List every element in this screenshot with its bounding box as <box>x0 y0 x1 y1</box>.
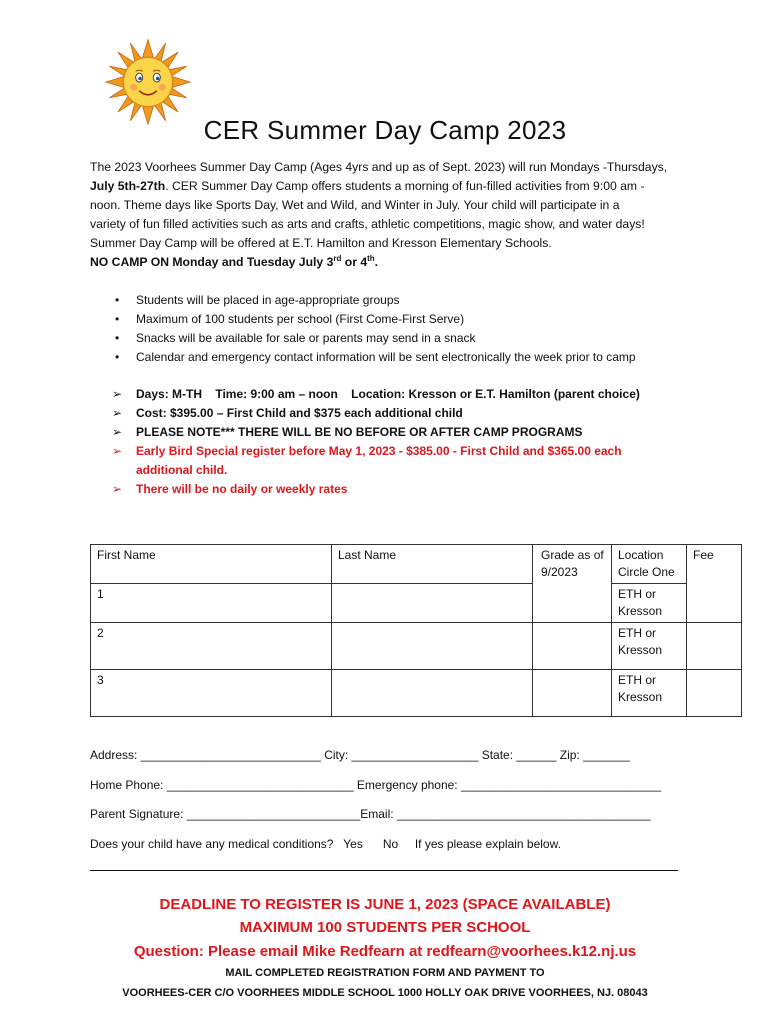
fee-cell[interactable] <box>687 670 742 717</box>
table-row <box>91 623 742 670</box>
intro-paragraph <box>90 158 690 272</box>
last-name-cell[interactable] <box>332 670 533 717</box>
registration-table <box>90 544 742 717</box>
list-item: • Students will be placed in age-appropriate groups <box>112 291 712 310</box>
location-cell[interactable]: ETH or Kresson <box>612 584 687 623</box>
table-header-row <box>91 545 742 584</box>
grade-cell[interactable] <box>533 623 612 670</box>
header-fee: Fee <box>687 545 742 623</box>
page-title: CER Summer Day Camp 2023 <box>203 115 567 145</box>
header-grade: Grade as of 9/2023 <box>533 545 612 623</box>
early-bird-item: ➢ Early Bird Special register before May 1, 2023 - $385.00 - First Child and $365.00 each additional child. <box>112 442 636 480</box>
intro-line: July 5th-27th. CER Summer Day Camp offers students a morning of fun-filled activities from 9:00 am - <box>90 179 645 193</box>
row-number: 2 <box>91 623 332 670</box>
location-cell[interactable]: ETH or Kresson <box>612 623 687 670</box>
row-number: 3 <box>91 670 332 717</box>
header-first-name: First Name <box>91 545 332 584</box>
list-item: • Snacks will be available for sale or parents may send in a snack <box>112 329 712 348</box>
list-item: ➢ PLEASE NOTE*** THERE WILL BE NO BEFORE OR AFTER CAMP PROGRAMS <box>112 423 672 442</box>
list-item: ➢ Cost: $395.00 – First Child and $375 each additional child <box>112 404 672 423</box>
header-location: Location Circle One <box>612 545 687 584</box>
mailing-address: VOORHEES-CER C/O VOORHEES MIDDLE SCHOOL 1000 HOLLY OAK DRIVE VOORHEES, NJ. 08043 <box>122 987 648 999</box>
question-contact: Question: Please email Mike Redfearn at redfearn@voorhees.k12.nj.us <box>133 943 637 960</box>
list-item: ➢ Days: M-TH Time: 9:00 am – noon Location: Kresson or E.T. Hamilton (parent choice) <box>112 385 672 404</box>
table-row <box>91 584 742 623</box>
medical-question: Does your child have any medical conditions? Yes No If yes please explain below. <box>90 837 561 851</box>
table-row <box>91 670 742 717</box>
grade-cell[interactable] <box>533 670 612 717</box>
mail-instruction: MAIL COMPLETED REGISTRATION FORM AND PAYMENT TO <box>225 967 545 979</box>
address-line[interactable]: Address: ___________________________ City: ___________________ State: ______ Zip: _______ <box>90 748 630 762</box>
no-daily-rates-item: ➢ There will be no daily or weekly rates <box>112 480 672 499</box>
list-item: • Maximum of 100 students per school (First Come-First Serve) <box>112 310 712 329</box>
smiling-sun-icon <box>104 38 192 126</box>
intro-line: variety of fun filled activities such as arts and crafts, athletic competitions, magic show, and water days! <box>90 217 645 231</box>
explanation-line[interactable] <box>90 870 678 871</box>
details-arrow-list <box>112 385 672 499</box>
maximum-notice: MAXIMUM 100 STUDENTS PER SCHOOL <box>239 919 531 936</box>
phone-line[interactable]: Home Phone: ____________________________ Emergency phone: ______________________________ <box>90 778 662 792</box>
no-camp-notice: NO CAMP ON Monday and Tuesday July 3rd or 4th. <box>90 253 379 269</box>
fee-cell[interactable] <box>687 623 742 670</box>
last-name-cell[interactable] <box>332 584 533 623</box>
intro-line: noon. Theme days like Sports Day, Wet and Wild, and Winter in July. Your child will participate in a <box>90 198 620 212</box>
header-last-name: Last Name <box>332 545 533 584</box>
location-cell[interactable]: ETH or Kresson <box>612 670 687 717</box>
list-item: • Calendar and emergency contact information will be sent electronically the week prior to camp <box>112 348 712 367</box>
signature-email-line[interactable]: Parent Signature: __________________________Email: ______________________________________ <box>90 807 651 821</box>
intro-line: Summer Day Camp will be offered at E.T. Hamilton and Kresson Elementary Schools. <box>90 236 552 250</box>
last-name-cell[interactable] <box>332 623 533 670</box>
info-bullet-list <box>112 291 712 367</box>
row-number: 1 <box>91 584 332 623</box>
deadline-notice: DEADLINE TO REGISTER IS JUNE 1, 2023 (SPACE AVAILABLE) <box>159 896 611 913</box>
camp-dates: July 5th-27th <box>90 179 166 193</box>
intro-line: The 2023 Voorhees Summer Day Camp (Ages 4yrs and up as of Sept. 2023) will run Mondays -Thursdays, <box>90 160 668 174</box>
